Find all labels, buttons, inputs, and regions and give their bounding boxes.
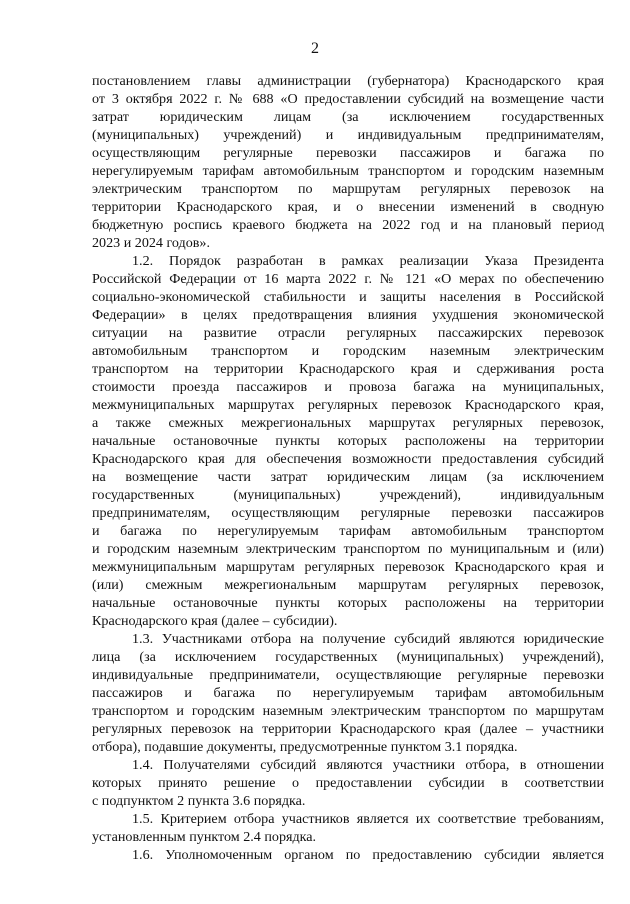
text-line: 1.6. Уполномоченным органом по предоставлению субсидии является (132, 847, 604, 863)
text-line: 1.2. Порядок разработан в рамках реализации Указа Президента (132, 253, 604, 269)
text-line: Краснодарского края (далее – субсидии). (92, 613, 338, 629)
text-line: межмуниципальным маршрутам регулярных перевозок Краснодарского края и (92, 559, 604, 575)
paragraph-1-4 (92, 756, 604, 810)
text-line: ситуации на развитие отрасли регулярных пассажирских перевозок (92, 325, 604, 341)
text-line: а также смежных межрегиональных маршрутах регулярных перевозок, (92, 415, 604, 431)
text-line: нерегулируемым тарифам автомобильным транспортом и городским наземным (92, 163, 604, 179)
text-line: с подпунктом 2 пункта 3.6 порядка. (92, 793, 306, 809)
text-line: регулярных перевозок на территории Краснодарского края (далее – участники (92, 721, 604, 737)
text-line: от 3 октября 2022 г. № 688 «О предоставлении субсидий на возмещение части (92, 91, 604, 107)
text-line: транспортом и городским наземным электрическим транспортом по маршрутам (92, 703, 604, 719)
text-line: и городским наземным электрическим транспортом по муниципальным и (или) (92, 541, 604, 557)
text-line: бюджетную роспись краевого бюджета на 2022 год и на плановый период (92, 217, 604, 233)
text-line: (или) смежным межрегиональным маршрутам регулярных перевозок, (92, 577, 604, 593)
text-line: затрат юридическим лицам (за исключением государственных (92, 109, 604, 125)
text-line: отбора), подавшие документы, предусмотренные пунктом 3.1 порядка. (92, 739, 518, 755)
text-line: индивидуальные предприниматели, осуществляющие регулярные перевозки (92, 667, 604, 683)
text-line: стоимости проезда пассажиров и провоза багажа на муниципальных, (92, 379, 604, 395)
text-line: (муниципальных) учреждений) и индивидуальным предпринимателям, (92, 127, 604, 143)
text-line: лица (за исключением государственных (муниципальных) учреждений), (92, 649, 604, 665)
text-line: 2023 и 2024 годов». (92, 235, 211, 251)
text-line: 1.3. Участниками отбора на получение субсидий являются юридические (132, 631, 604, 647)
text-line: 1.4. Получателями субсидий являются участники отбора, в отношении (132, 757, 604, 773)
paragraph-1-5 (92, 810, 604, 846)
text-line: установленным пунктом 2.4 порядка. (92, 829, 317, 845)
text-line: которых принято решение о предоставлении субсидии в соответствии (92, 775, 604, 791)
document-body (92, 72, 604, 864)
page-number: 2 (311, 40, 319, 57)
text-line: межмуниципальных маршрутах регулярных перевозок Краснодарского края, (92, 397, 604, 413)
text-line: Федерации» в целях предотвращения влияния ухудшения экономической (92, 307, 604, 323)
text-line: территории Краснодарского края, и о внесении изменений в сводную (92, 199, 604, 215)
text-line: осуществляющим регулярные перевозки пассажиров и багажа по (92, 145, 604, 161)
text-line: государственных (муниципальных) учреждений), индивидуальным (92, 487, 604, 503)
text-line: Краснодарского края для обеспечения возможности предоставления субсидий (92, 451, 604, 467)
text-line: Российской Федерации от 16 марта 2022 г. № 121 «О мерах по обеспечению (92, 271, 604, 287)
text-line: на возмещение части затрат юридическим лицам (за исключением (92, 469, 604, 485)
paragraph-1-2 (92, 252, 604, 630)
paragraph-intro (92, 72, 604, 252)
text-line: предпринимателям, осуществляющим регулярные перевозки пассажиров (92, 505, 604, 521)
text-line: 1.5. Критерием отбора участников является их соответствие требованиям, (132, 811, 604, 827)
text-line: транспортом на территории Краснодарского края и сдерживания роста (92, 361, 604, 377)
paragraph-1-6 (92, 846, 604, 864)
text-line: автомобильным транспортом и городским наземным электрическим (92, 343, 604, 359)
text-line: электрическим транспортом по маршрутам регулярных перевозок на (92, 181, 604, 197)
text-line: начальные остановочные пункты которых расположены на территории (92, 433, 604, 449)
paragraph-1-3 (92, 630, 604, 756)
text-line: начальные остановочные пункты которых расположены на территории (92, 595, 604, 611)
text-line: пассажиров и багажа по нерегулируемым тарифам автомобильным (92, 685, 604, 701)
text-line: и багажа по нерегулируемым тарифам автомобильным транспортом (92, 523, 604, 539)
text-line: социально-экономической стабильности и защиты населения в Российской (92, 289, 604, 305)
text-line: постановлением главы администрации (губернатора) Краснодарского края (92, 73, 604, 89)
